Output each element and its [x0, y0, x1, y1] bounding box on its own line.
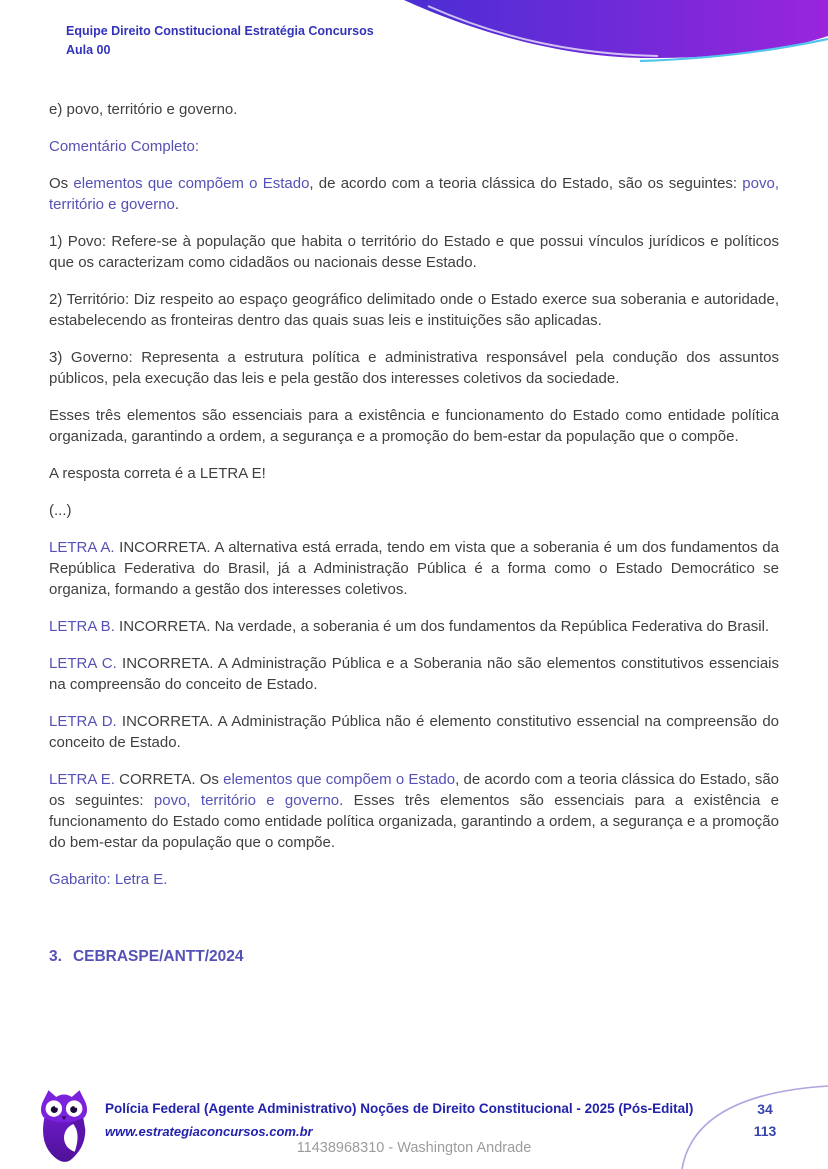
paragraph: [49, 769, 779, 853]
question-number: 3.: [49, 948, 62, 965]
body-text: INCORRETA. A Administração Pública e a Soberania não são elementos constitutivos essenciais na compreensão do conceito de Estado.: [49, 655, 780, 693]
paragraph: [49, 405, 779, 447]
page-number-block: [740, 1098, 790, 1142]
question-heading: [49, 946, 779, 967]
paragraph: [49, 99, 779, 120]
question-source-label: CEBRASPE/ANTT/2024: [72, 948, 244, 965]
body-text: CORRETA. Os: [114, 771, 224, 788]
body-text: Os: [49, 175, 74, 192]
body-text: Esses três elementos são essenciais para a existência e funcionamento do Estado como entidade política organizada, garantindo a ordem, a segurança e a promoção do bem-estar da população que o compõe.: [49, 407, 779, 445]
footer-website-link[interactable]: www.estrategiaconcursos.com.br: [105, 1124, 313, 1139]
page-number-current: 34: [757, 1101, 773, 1117]
paragraph: [49, 711, 779, 753]
body-text: (...): [49, 502, 72, 519]
body-text: , de acordo com a teoria clássica do Estado, são os seguintes:: [309, 175, 743, 192]
body-text: .: [174, 196, 180, 213]
paragraph: [49, 869, 779, 890]
accent-text: Comentário Completo:: [49, 138, 200, 155]
paragraph: [49, 289, 779, 331]
body-text: 2) Território: Diz respeito ao espaço geográfico delimitado onde o Estado exerce sua soberania e autoridade, estabelecendo as fronteiras dentro das quais suas leis e instituições são aplicadas.: [49, 291, 779, 329]
body-text: INCORRETA. A Administração Pública não é elemento constitutivo essencial na compreensão do conceito de Estado.: [49, 713, 780, 751]
body-text: 3) Governo: Representa a estrutura política e administrativa responsável pela condução dos assuntos públicos, pela execução das leis e pela gestão dos interesses coletivos da sociedade.: [49, 349, 779, 387]
body-text: , de acordo com a teoria clássica do Estado, são os seguintes:: [49, 771, 780, 809]
paragraph: [49, 231, 779, 273]
body-text: . Esses três elementos são essenciais para a existência e funcionamento do Estado como entidade política organizada, garantindo a ordem, a segurança e a promoção do bem-estar da população que o compõe.: [49, 792, 779, 851]
body-text: e) povo, território e governo.: [49, 101, 238, 118]
paragraph: [49, 616, 779, 637]
accent-text: LETRA D.: [49, 713, 117, 730]
body-text: 1) Povo: Refere-se à população que habita o território do Estado e que possui vínculos jurídicos e políticos que os caracterizam como cidadãos ou nacionais desse Estado.: [49, 233, 779, 271]
header-lesson-line: Aula 00: [66, 43, 111, 57]
accent-text: LETRA A.: [49, 539, 115, 556]
accent-text: povo, território e governo: [49, 175, 779, 213]
page-header: [66, 22, 374, 60]
accent-text: elementos que compõem o Estado: [223, 771, 456, 788]
body-text: INCORRETA. A alternativa está errada, tendo em vista que a soberania é um dos fundamentos da República Federativa do Brasil, já a Administração Pública é a forma como o Estado Democrático se organiza, formando a gestão dos interesses coletivos.: [49, 539, 779, 598]
document-body: [49, 99, 779, 983]
page-footer: [105, 1100, 693, 1139]
paragraph: [49, 347, 779, 389]
page-number-total: 113: [753, 1123, 777, 1139]
body-text: A resposta correta é a LETRA E!: [49, 465, 266, 482]
paragraph: [49, 173, 779, 215]
accent-text: Gabarito: Letra E.: [49, 871, 168, 888]
header-team-line: Equipe Direito Constitucional Estratégia Concursos: [66, 24, 374, 38]
body-text: INCORRETA. Na verdade, a soberania é um dos fundamentos da República Federativa do Brasil.: [114, 618, 770, 635]
paragraph: [49, 463, 779, 484]
accent-text: elementos que compõem o Estado: [73, 175, 310, 192]
paragraph: [49, 136, 779, 157]
accent-text: LETRA C.: [49, 655, 117, 672]
accent-text: LETRA E.: [49, 771, 115, 788]
footer-course-title: Polícia Federal (Agente Administrativo) Noções de Direito Constitucional - 2025 (Pós-Edital): [105, 1101, 694, 1116]
accent-text: povo, território e governo: [153, 792, 340, 809]
accent-text: LETRA B.: [49, 618, 115, 635]
paragraph: [49, 653, 779, 695]
watermark-user-id: 11438968310 - Washington Andrade: [296, 1140, 532, 1156]
paragraph: [49, 500, 779, 521]
paragraph: [49, 537, 779, 600]
